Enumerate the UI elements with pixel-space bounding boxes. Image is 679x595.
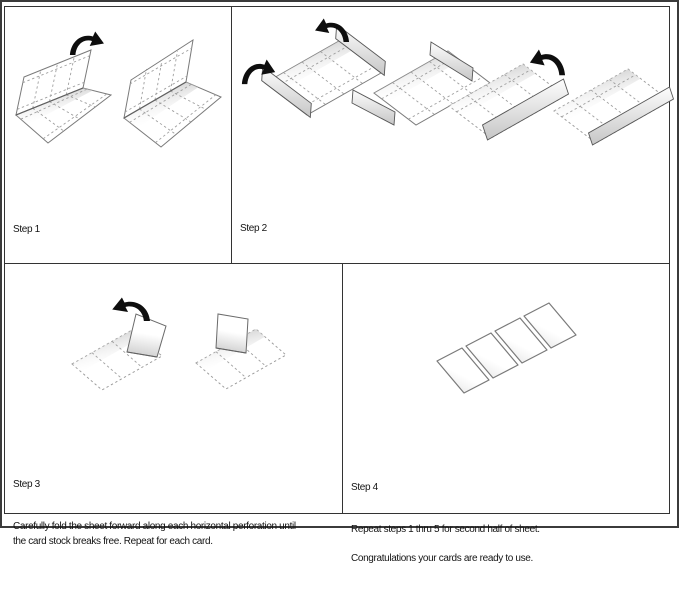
step-4-panel [343, 264, 669, 565]
step-label: Step 4 [351, 481, 378, 493]
step-3-panel [5, 264, 343, 547]
separated-cards-illustration [437, 303, 576, 393]
step-label: Step 3 [13, 478, 40, 490]
step-label: Step 1 [13, 223, 40, 235]
sheet-with-card-upright [196, 314, 286, 389]
sheet-with-folded-side-strip [554, 69, 674, 145]
sheet-with-card-folding-up [72, 314, 166, 390]
panel-grid-frame [4, 6, 670, 565]
fold-arrow-icon [315, 19, 349, 43]
fold-arrow-icon [530, 49, 565, 75]
step-2-panel [232, 7, 669, 264]
step-1-panel [5, 7, 232, 264]
step-4-text [351, 452, 540, 595]
step-instructions: Repeat steps 1 thru 5 for second half of sheet. Congratulations your cards are ready to use. [351, 524, 540, 565]
step-instructions: Carefully fold the sheet forward along each horizontal perforation until the card stock breaks free. Repeat for each card. [13, 521, 296, 547]
half-folded-sheet-illustration [124, 40, 221, 147]
fold-arrow-icon [112, 298, 150, 322]
step-3-text [13, 449, 296, 578]
half-folded-sheet-illustration [16, 50, 111, 143]
step-label: Step 2 [240, 222, 267, 234]
